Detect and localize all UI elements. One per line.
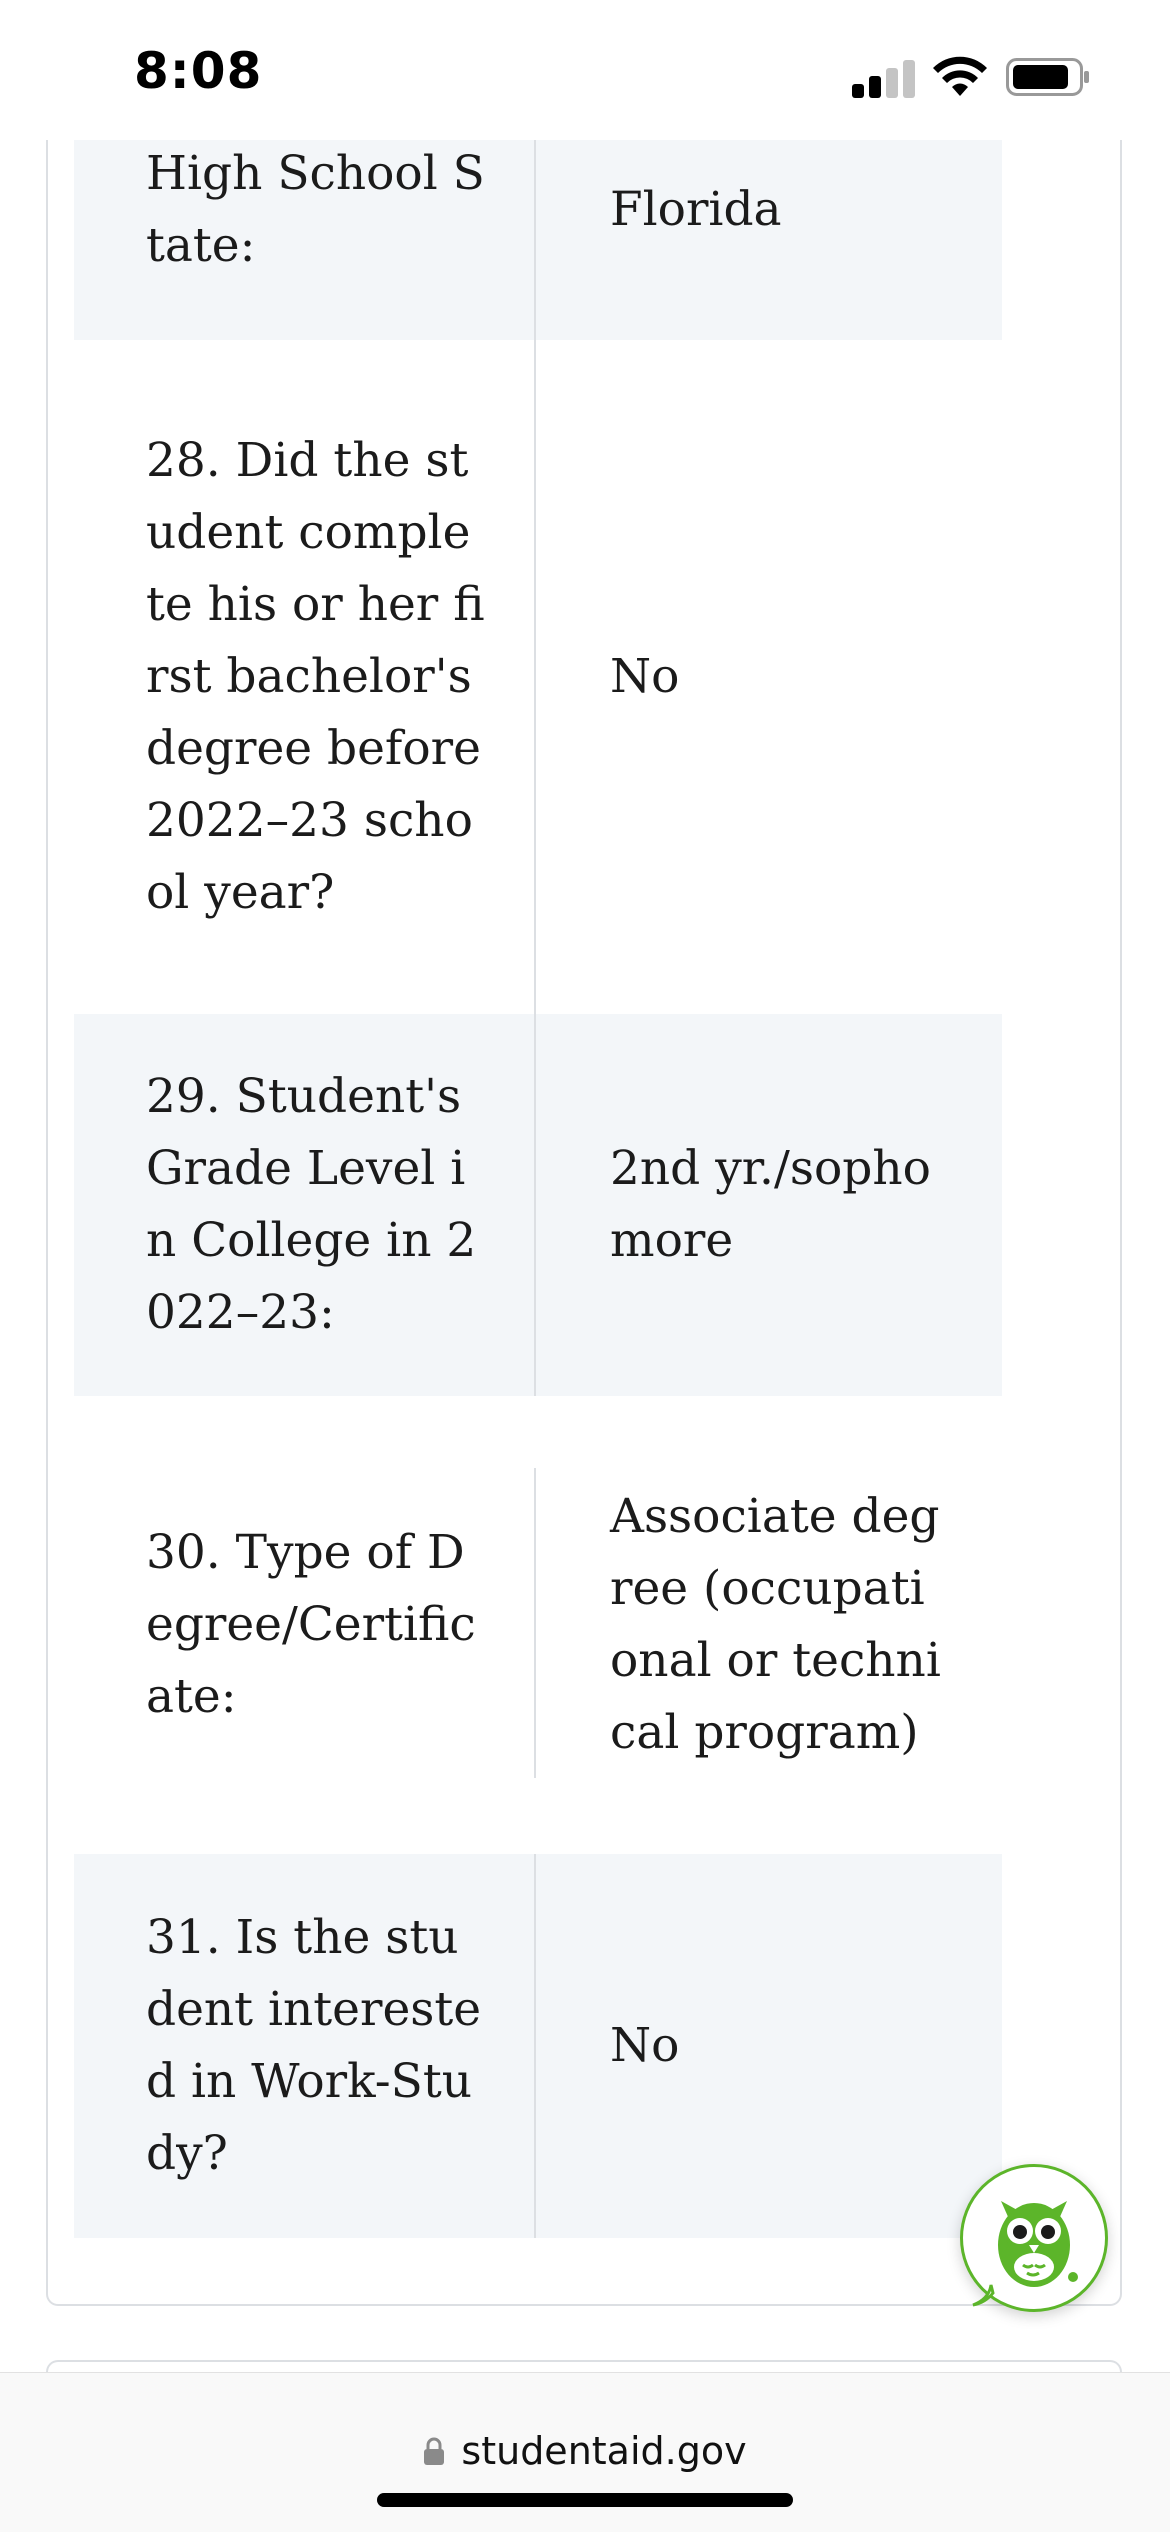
column-divider (534, 1468, 536, 1778)
table-row (74, 1014, 1002, 1396)
table-row (74, 1854, 1002, 2238)
row-label: 31. Is the student interested in Work-Study? (146, 1910, 482, 2181)
signal-icon (852, 58, 916, 98)
row-value: No (610, 649, 680, 704)
browser-address-bar[interactable] (0, 2372, 1170, 2532)
row-value: No (610, 2018, 680, 2073)
status-time: 8:08 (134, 42, 263, 100)
wifi-icon (932, 54, 988, 98)
column-divider (534, 1854, 536, 2238)
column-divider (534, 340, 536, 1014)
chat-widget-button[interactable] (960, 2164, 1108, 2312)
table-row (74, 340, 1002, 1014)
column-divider (534, 140, 536, 340)
row-label: 30. Type of Degree/Certificate: (146, 1525, 476, 1724)
lock-icon (423, 2436, 445, 2466)
home-indicator[interactable] (377, 2493, 793, 2507)
battery-icon (1006, 58, 1090, 96)
table-row (74, 140, 1002, 340)
row-label: High School State: (146, 146, 485, 273)
row-value: Florida (610, 182, 782, 237)
row-value: 2nd yr./sophomore (610, 1141, 931, 1268)
column-divider (534, 1014, 536, 1396)
row-label: 28. Did the student complete his or her first bachelor's degree before 2022–23 school year? (146, 433, 485, 920)
owl-icon (963, 2167, 1105, 2309)
url-display[interactable] (0, 2429, 1170, 2473)
status-bar (0, 0, 1170, 140)
table-row (74, 1396, 1002, 1854)
row-value: Associate degree (occupational or technical program) (610, 1489, 941, 1760)
url-text: studentaid.gov (461, 2429, 747, 2473)
row-label: 29. Student's Grade Level in College in 2022–23: (146, 1069, 477, 1340)
